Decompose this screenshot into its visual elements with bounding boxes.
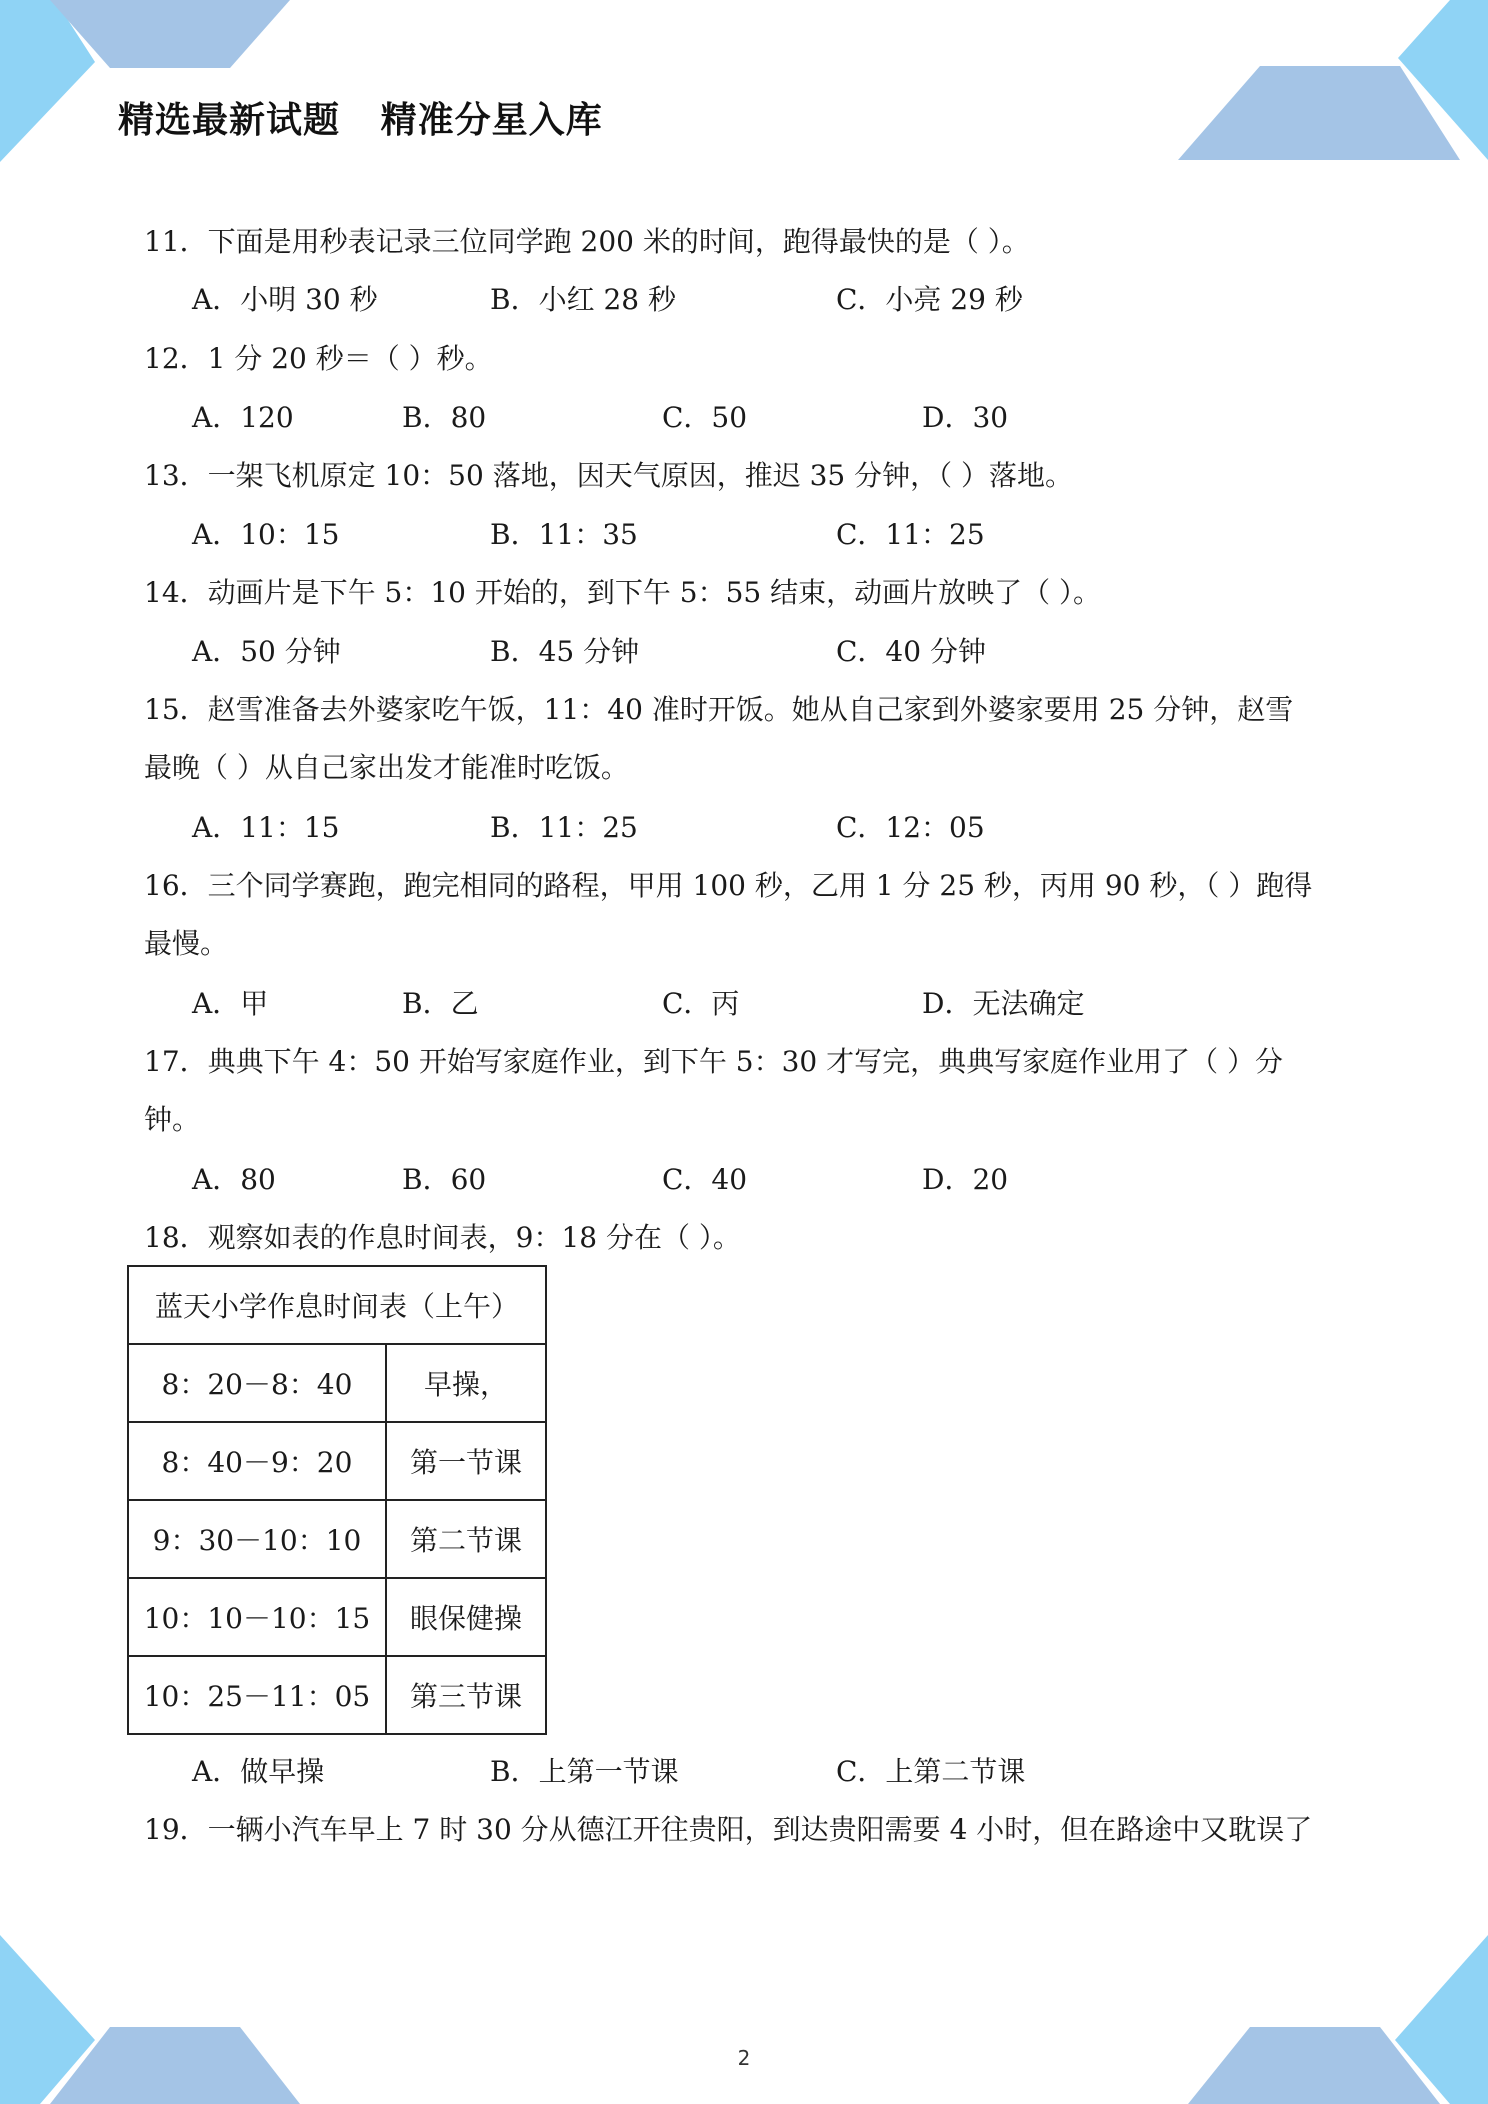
schedule-table: [127, 1265, 547, 1735]
question-18-option-c: C．上第二节课: [836, 1755, 1026, 1788]
question-16-text-line2: 最慢。: [144, 927, 229, 960]
table-row: [128, 1656, 546, 1734]
question-15-text-line2: 最晚（ ）从自己家出发才能准时吃饭。: [144, 751, 629, 784]
schedule-activity: 第三节课: [386, 1656, 546, 1734]
question-16-option-c: C．丙: [662, 987, 740, 1020]
question-14-option-a: A．50 分钟: [192, 635, 341, 668]
schedule-activity: 第二节课: [386, 1500, 546, 1578]
question-17-option-b: B．60: [402, 1163, 487, 1196]
schedule-time: 10：10－10：15: [128, 1578, 386, 1656]
question-19-text: 19．一辆小汽车早上 7 时 30 分从德江开往贵阳，到达贵阳需要 4 小时，但在路途中又耽误了: [144, 1813, 1313, 1846]
question-17-text-line2: 钟。: [144, 1103, 201, 1136]
question-16-text-line1: 16．三个同学赛跑，跑完相同的路程，甲用 100 秒，乙用 1 分 25 秒，丙用 90 秒，（ ）跑得: [144, 869, 1313, 902]
question-12-option-b: B．80: [402, 401, 487, 434]
question-11-option-b: B．小红 28 秒: [490, 283, 677, 316]
question-14-text: 14．动画片是下午 5：10 开始的，到下午 5：55 结束，动画片放映了（ ）。: [144, 576, 1102, 609]
schedule-time: 9：30－10：10: [128, 1500, 386, 1578]
page-number: 2: [737, 2046, 751, 2070]
question-14-option-c: C．40 分钟: [836, 635, 986, 668]
question-16-option-b: B．乙: [402, 987, 479, 1020]
question-17-text-line1: 17．典典下午 4：50 开始写家庭作业，到下午 5：30 才写完，典典写家庭作业用了（ ）分: [144, 1045, 1284, 1078]
question-11-text: 11．下面是用秒表记录三位同学跑 200 米的时间，跑得最快的是（ ）。: [144, 225, 1030, 258]
question-12-option-a: A．120: [192, 401, 294, 434]
question-17-option-d: D．20: [922, 1163, 1009, 1196]
question-16-option-a: A．甲: [192, 987, 269, 1020]
question-12-text: 12．1 分 20 秒＝（ ）秒。: [144, 342, 493, 375]
table-row: [128, 1500, 546, 1578]
question-18-option-b: B．上第一节课: [490, 1755, 679, 1788]
question-15-option-b: B．11：25: [490, 811, 638, 844]
question-17-option-a: A．80: [192, 1163, 276, 1196]
schedule-time: 8：20－8：40: [128, 1344, 386, 1422]
header-title: 精选最新试题 精准分星入库: [118, 100, 603, 141]
question-13-option-c: C．11：25: [836, 518, 985, 551]
question-11-option-c: C．小亮 29 秒: [836, 283, 1023, 316]
question-13-option-a: A．10：15: [192, 518, 340, 551]
question-16-option-d: D．无法确定: [922, 987, 1085, 1020]
schedule-time: 10：25－11：05: [128, 1656, 386, 1734]
question-15-option-c: C．12：05: [836, 811, 985, 844]
schedule-activity: 第一节课: [386, 1422, 546, 1500]
question-12-option-c: C．50: [662, 401, 748, 434]
question-12-option-d: D．30: [922, 401, 1009, 434]
question-14-option-b: B．45 分钟: [490, 635, 640, 668]
question-13-text: 13．一架飞机原定 10：50 落地，因天气原因，推迟 35 分钟，（ ）落地。: [144, 459, 1074, 492]
schedule-time: 8：40－9：20: [128, 1422, 386, 1500]
schedule-activity: 早操，: [386, 1344, 546, 1422]
question-15-text-line1: 15．赵雪准备去外婆家吃午饭，11：40 准时开饭。她从自己家到外婆家要用 25 分钟，赵雪: [144, 693, 1294, 726]
question-13-option-b: B．11：35: [490, 518, 638, 551]
question-17-option-c: C．40: [662, 1163, 748, 1196]
schedule-activity: 眼保健操: [386, 1578, 546, 1656]
schedule-caption: 蓝天小学作息时间表（上午）: [128, 1266, 546, 1344]
question-18-text: 18．观察如表的作息时间表，9：18 分在（ ）。: [144, 1221, 741, 1254]
table-row: [128, 1344, 546, 1422]
table-row: [128, 1578, 546, 1656]
question-18-option-a: A．做早操: [192, 1755, 325, 1788]
question-11-option-a: A．小明 30 秒: [192, 283, 378, 316]
table-row: [128, 1422, 546, 1500]
table-caption-row: [128, 1266, 546, 1344]
question-15-option-a: A．11：15: [192, 811, 340, 844]
